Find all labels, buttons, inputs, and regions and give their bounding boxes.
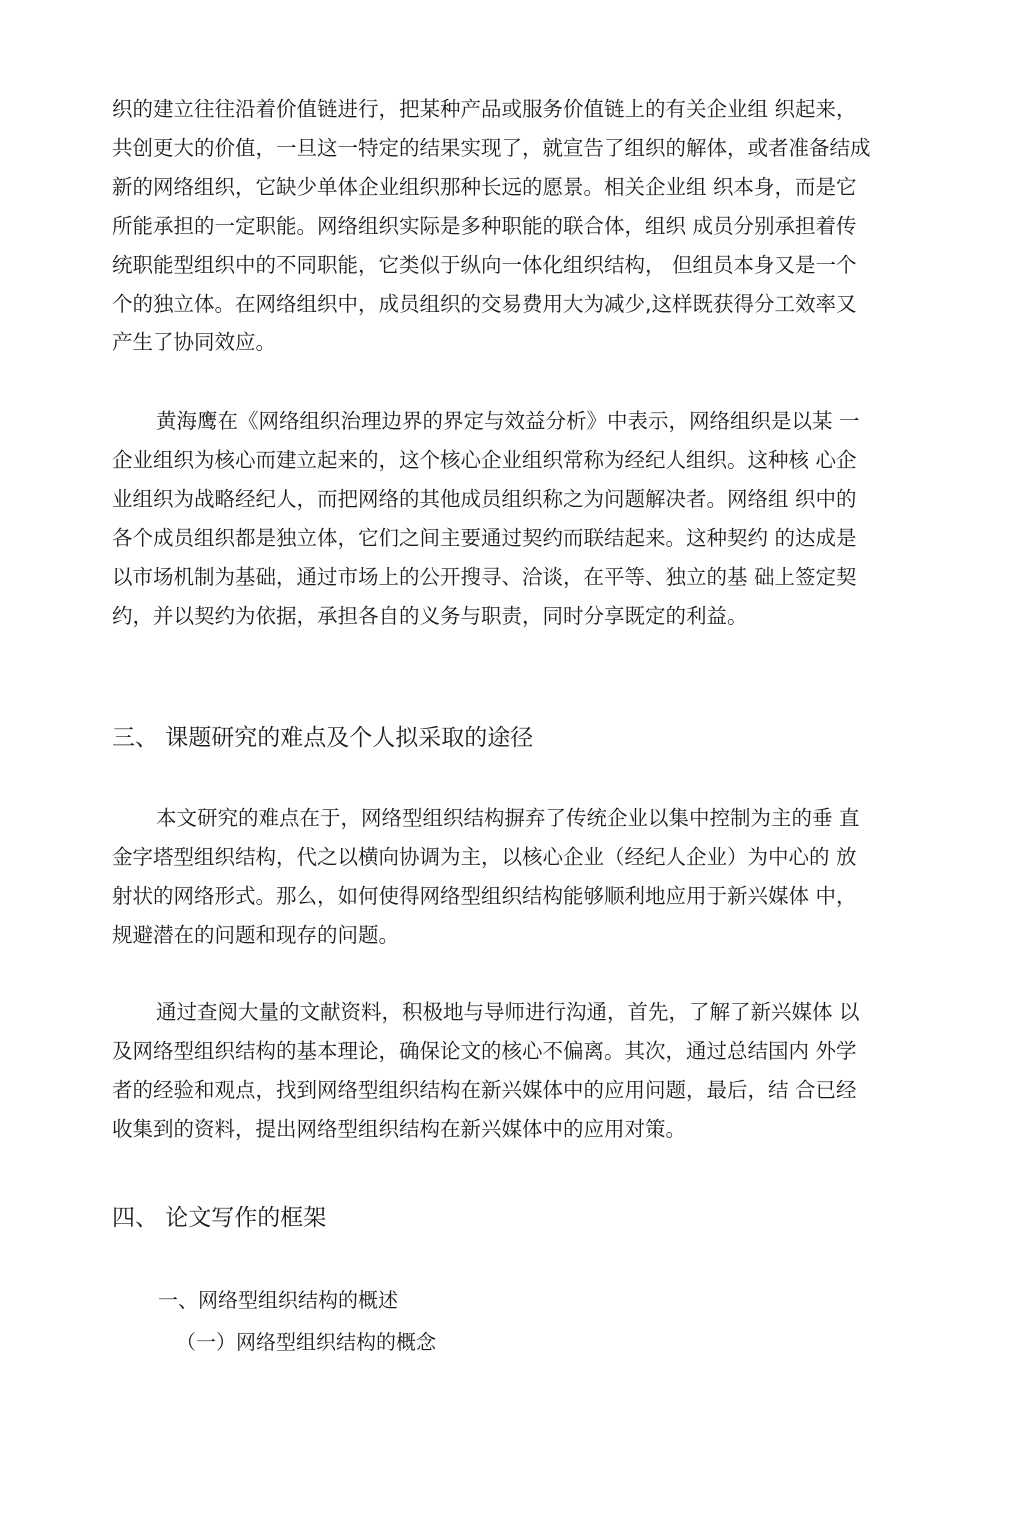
paragraph-network-organization-continued: 织的建立往往沿着价值链进行，把某种产品或服务价值链上的有关企业组 织起来， 共创更大的价值，一旦这一特定的结果实现了，就宣告了组织的解体，或者准备结成 新的网络组织，它缺少单体企业组织那种长远的愿景。相关企业组 织本身，而是它 所能承担的一定职能。网络组织实际是多种职能的联合体，组织 成员分别承担着传 统职能型组织中的不同职能，它类似于纵向一体化组织结构， 但组员本身又是一个 个的独立体。在网络组织中，成员组织的交易费用大为减少,这样既获得分工效率又 产生了协同效应。: [112, 97, 871, 355]
outline-item-level2: （一）网络型组织结构的概念: [176, 1330, 436, 1354]
section-heading-3: 三、 课题研究的难点及个人拟采取的途径: [112, 725, 534, 751]
paragraph-research-difficulty: 本文研究的难点在于，网络型组织结构摒弃了传统企业以集中控制为主的垂 直 金字塔型组织结构，代之以横向协调为主，以核心企业（经纪人企业）为中心的 放 射状的网络形式。那么，如何使得网络型组织结构能够顺利地应用于新兴媒体 中， 规避潜在的问题和现存的问题。: [112, 806, 860, 947]
outline-item-level1: 一、网络型组织结构的概述: [158, 1288, 398, 1312]
paragraph-research-approach: 通过查阅大量的文献资料，积极地与导师进行沟通，首先，了解了新兴媒体 以 及网络型组织结构的基本理论，确保论文的核心不偏离。其次，通过总结国内 外学 者的经验和观点，找到网络型组织结构在新兴媒体中的应用问题，最后，结 合已经 收集到的资料，提出网络型组织结构在新兴媒体中的应用对策。: [112, 1000, 860, 1141]
section-heading-4: 四、 论文写作的框架: [112, 1205, 327, 1231]
paragraph-huang-haiying: 黄海鹰在《网络组织治理边界的界定与效益分析》中表示，网络组织是以某 一 企业组织为核心而建立起来的，这个核心企业组织常称为经纪人组织。这种核 心企 业组织为战略经纪人，而把网络的其他成员组织称之为问题解决者。网络组 织中的 各个成员组织都是独立体，它们之间主要通过契约而联结起来。这种契约 的达成是 以市场机制为基础，通过市场上的公开搜寻、洽谈，在平等、独立的基 础上签定契 约，并以契约为依据，承担各自的义务与职责，同时分享既定的利益。: [112, 409, 860, 628]
